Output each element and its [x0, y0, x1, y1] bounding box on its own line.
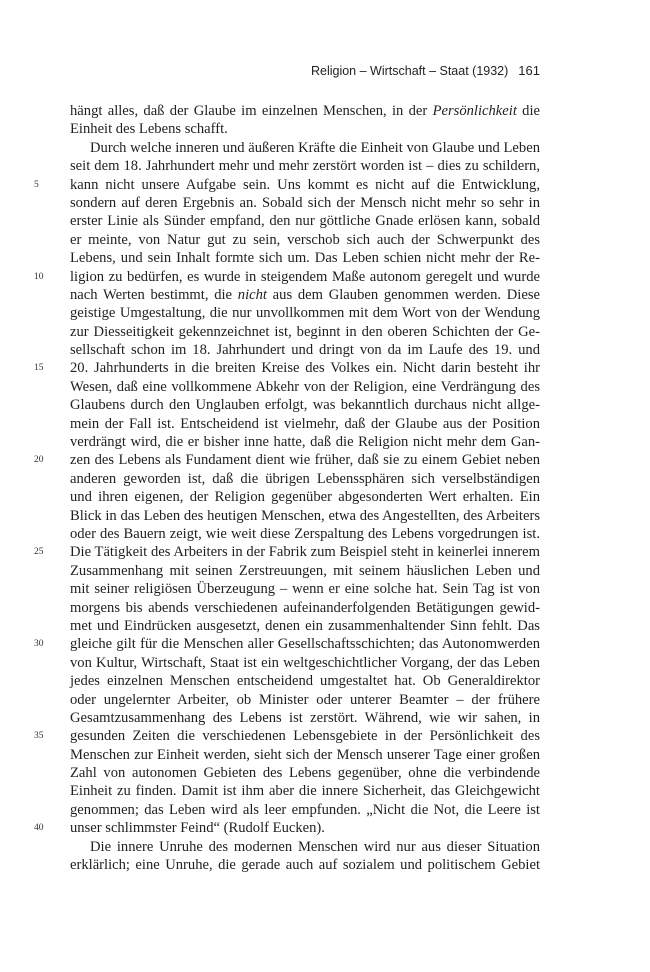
text-line — [70, 286, 540, 304]
emphasis: Persönlichkeit — [432, 103, 517, 119]
line-text: met und Eindrücken ausgesetzt, denen ein zusammenhaltender Sinn fehlt. Das — [70, 617, 540, 634]
line-text: sellschaft schon im 18. Jahrhundert und dringt von da im Laufe des 19. und — [70, 342, 540, 359]
line-text: genommen; das Leben wird als leer empfunden. „Nicht die Not, die Leere ist — [70, 801, 540, 818]
text-line — [34, 176, 540, 194]
text-line — [70, 433, 540, 451]
text-line — [70, 580, 540, 598]
text-line — [70, 249, 540, 267]
line-text: Glaubens durch den Unglauben erfolgt, was bekanntlich durchaus nicht allge- — [70, 397, 540, 414]
line-number: 25 — [34, 547, 44, 558]
line-text: Zusammenhang mit seinen Zerstreuungen, mit seinem häuslichen Leben und — [70, 562, 540, 579]
line-number: 15 — [34, 363, 44, 374]
line-text: Menschen zur Einheit werden, sieht sich der Mensch unserer Tage einer großen — [70, 746, 540, 763]
text-line — [34, 268, 540, 286]
text-line — [70, 654, 540, 672]
line-text: mit seiner religiösen Überzeugung – wenn er eine solche hat. Sein Tag ist von — [70, 581, 540, 598]
line-text: oder ungelernter Arbeiter, ob Minister oder unterer Beamter – der frühere — [70, 691, 540, 708]
line-text: mein der Fall ist. Entscheidend ist vielmehr, daß der Glaube aus der Position — [70, 415, 540, 432]
line-text: unser schlimmster Feind“ (Rudolf Eucken). — [70, 820, 325, 837]
text-line — [70, 194, 540, 212]
line-text: Einheit des Lebens schafft. — [70, 121, 228, 138]
line-text: verdrängt wird, die er bisher inne hatte, daß die Religion nicht mehr dem Gan- — [70, 434, 540, 451]
text-line — [70, 120, 540, 138]
line-text: zen des Lebens als Fundament dient wie früher, daß sie zu einem Gebiet neben — [70, 452, 540, 469]
line-number: 30 — [34, 639, 44, 650]
text-line — [70, 304, 540, 322]
line-text: Blick in das Leben des heutigen Menschen, etwa des Angestellten, des Arbeiters — [70, 507, 540, 524]
text-line — [70, 488, 540, 506]
line-text: zur Diesseitigkeit gekennzeichnet ist, beginnt in den oberen Schichten der Ge- — [70, 323, 540, 340]
line-text: seit dem 18. Jahrhundert mehr und mehr zerstört worden ist – dies zu schildern, — [70, 158, 540, 175]
text-line — [70, 212, 540, 230]
text-line — [70, 838, 540, 856]
text-line — [70, 856, 540, 874]
text-line — [70, 691, 540, 709]
emphasis: nicht — [237, 286, 267, 303]
line-text: von Kultur, Wirtschaft, Staat ist ein weltgeschichtlicher Vorgang, der das Leben — [70, 654, 540, 671]
text-line — [70, 102, 540, 120]
text-line — [34, 635, 540, 653]
text-line — [70, 396, 540, 414]
line-number: 5 — [34, 179, 39, 190]
line-text: hängt alles, daß der Glaube im einzelnen Menschen, in der Persönlichkeit die — [70, 103, 541, 119]
text-line — [70, 525, 540, 543]
text-line — [70, 709, 540, 727]
line-number: 35 — [34, 731, 44, 742]
line-text: gesunden Zeiten die verschiedenen Lebensgebiete in der Persönlichkeit des — [70, 728, 540, 745]
line-text: morgens bis abends verschiedenen aufeinanderfolgenden Betätigungen gewid- — [70, 599, 540, 616]
line-text: gleiche gilt für die Menschen aller Gesellschaftsschichten; das Autonomwerden — [70, 636, 540, 653]
line-number: 10 — [34, 271, 44, 282]
text-line — [70, 341, 540, 359]
running-head — [311, 63, 540, 78]
line-text: Die innere Unruhe des modernen Menschen wird nur aus dieser Situation — [90, 838, 540, 855]
text-line — [34, 819, 540, 837]
text-line — [34, 727, 540, 745]
text-line — [70, 746, 540, 764]
line-text: Die Tätigkeit des Arbeiters in der Fabrik zum Beispiel steht in keinerlei innerem — [70, 544, 540, 561]
line-text: nach Werten bestimmt, die nicht aus dem Glauben genommen werden. Diese — [70, 286, 540, 303]
line-text: jedes einzelnen Menschen entscheidend umgestaltet hat. Ob Generaldirektor — [70, 673, 540, 690]
text-line — [70, 617, 540, 635]
line-text: ligion zu bedürfen, es wurde in steigendem Maße autonom geregelt und wurde — [70, 268, 540, 285]
line-text: Durch welche inneren und äußeren Kräfte die Einheit von Glaube und Leben — [90, 139, 540, 156]
text-line — [70, 378, 540, 396]
text-line — [70, 672, 540, 690]
line-text: Einheit zu finden. Damit ist ihm aber die innere Sicherheit, das Gleichgewicht — [70, 783, 540, 800]
body-text — [34, 102, 541, 874]
line-text: erster Linie als Sünder empfand, den nur göttliche Gnade erlösen kann, sobald — [70, 213, 540, 230]
line-text: oder des Bauern zeigt, wie weit diese Zerspaltung des Lebens vorgedrungen ist. — [70, 525, 540, 542]
text-line — [70, 764, 540, 782]
text-line — [70, 801, 540, 819]
line-text: Gesamtzusammenhang des Lebens ist zerstört. Während, wie wir sahen, in — [70, 709, 540, 726]
text-line — [70, 599, 540, 617]
running-title: Religion – Wirtschaft – Staat (1932) — [310, 64, 509, 78]
text-line — [34, 451, 540, 469]
text-line — [70, 415, 540, 433]
text-line — [70, 231, 540, 249]
text-line — [34, 359, 540, 377]
text-line — [34, 543, 540, 561]
line-text: 20. Jahrhunderts in die breiten Kreise des Volkes ein. Nicht darin besteht ihr — [70, 360, 540, 377]
text-line — [70, 470, 540, 488]
line-text: kann nicht unsere Aufgabe sein. Uns kommt es nicht auf die Entwicklung, — [70, 176, 540, 193]
text-line — [70, 507, 540, 525]
line-text: sondern auf deren Ergebnis an. Sobald sich der Mensch nicht mehr so sehr in — [70, 194, 540, 211]
line-text: und ihren eigenen, der Religion gegenüber abgesonderten Wert erhalten. Ein — [70, 489, 540, 506]
page-number: 161 — [518, 63, 540, 78]
text-line — [70, 139, 540, 157]
line-text: er meinte, von Natur gut zu sein, verschob sich auch der Schwerpunkt des — [70, 231, 540, 248]
text-line — [70, 562, 540, 580]
text-line — [70, 323, 540, 341]
line-text: geistige Umgestaltung, die nur unvollkommen mit dem Wort von der Wendung — [70, 305, 540, 322]
line-text: Lebens, und sein Inhalt formte sich um. Das Leben schien nicht mehr der Re- — [70, 250, 540, 267]
line-text: Zahl von autonomen Gebieten des Lebens gegenüber, ohne die verbindende — [70, 765, 540, 782]
line-text: anderen geworden ist, daß die übrigen Lebenssphären sich verselbständigen — [70, 470, 540, 487]
line-text: erklärlich; eine Unruhe, die gerade auch auf sozialem und politischem Gebiet — [70, 857, 540, 874]
line-text: Wesen, daß eine vollkommene Abkehr von der Religion, eine Verdrängung des — [70, 378, 540, 395]
line-number: 20 — [34, 455, 44, 466]
text-line — [70, 157, 540, 175]
text-line — [70, 782, 540, 800]
line-number: 40 — [34, 823, 44, 834]
